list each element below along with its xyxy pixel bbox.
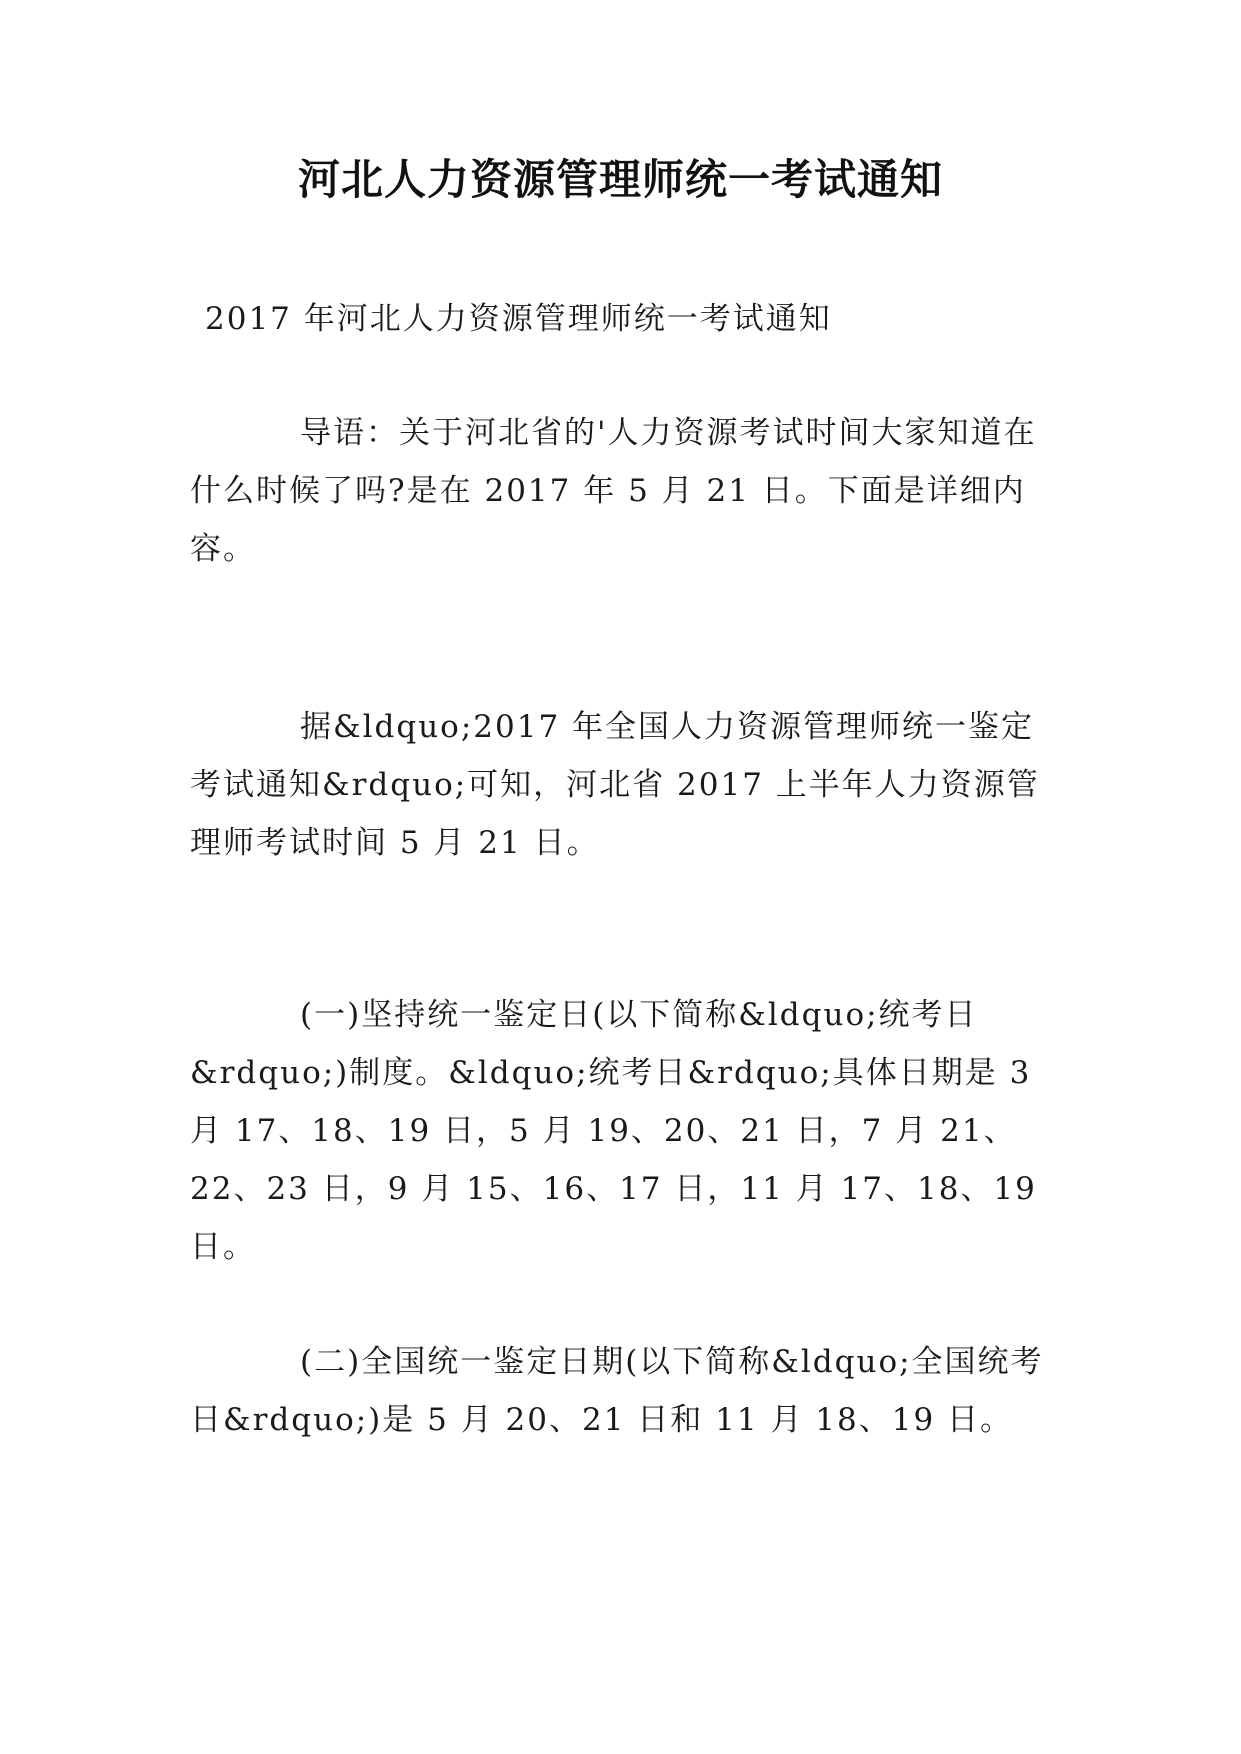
- paragraph-intro: 导语：关于河北省的'人力资源考试时间大家知道在什么时候了吗?是在 2017 年 5 月 21 日。下面是详细内容。: [190, 415, 1037, 567]
- paragraph-exam-date: 据&ldquo;2017 年全国人力资源管理师统一鉴定考试通知&rdquo;可知，河北省 2017 上半年人力资源管理师考试时间 5 月 21 日。: [190, 709, 1040, 861]
- paragraph-unified-dates: (一)坚持统一鉴定日(以下简称&ldquo;统考日&rdquo;)制度。&ldquo;统考日&rdquo;具体日期是 3 月 17、18、19 日，5 月 19、20、21 日，7 月 21、22、23 日，9 月 15、16、17 日，11 月 17、18、19 日。: [190, 997, 1037, 1265]
- paragraph-national-dates: (二)全国统一鉴定日期(以下简称&ldquo;全国统考日&rdquo;)是 5 月 20、21 日和 11 月 18、19 日。: [190, 1344, 1044, 1438]
- document-title: 河北人力资源管理师统一考试通知: [297, 155, 943, 204]
- document-subtitle: 2017 年河北人力资源管理师统一考试通知: [205, 301, 832, 337]
